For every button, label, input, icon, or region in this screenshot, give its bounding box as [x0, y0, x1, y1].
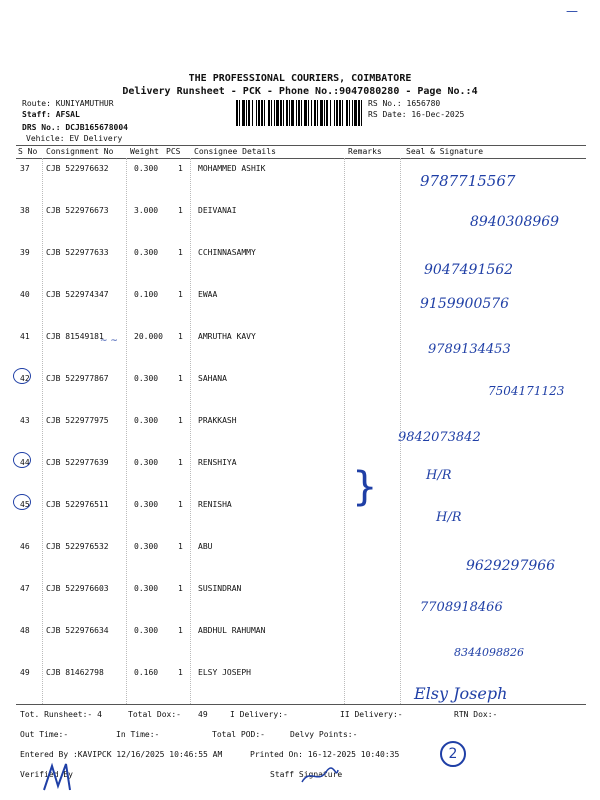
handwritten-signature: 7504171123 [488, 384, 565, 398]
corner-mark: — [566, 4, 578, 18]
barcode-bar [349, 100, 350, 126]
handwritten-signature: H/R [426, 468, 452, 483]
row-sno: 49 [20, 668, 30, 677]
row-weight: 0.300 [134, 584, 159, 593]
entered-by: Entered By :KAVIPCK 12/16/2025 10:46:55 AM [20, 750, 223, 759]
handwritten-signature: 7708918466 [420, 600, 503, 615]
row-pcs: 1 [178, 626, 183, 635]
staff-signature-icon [300, 766, 340, 786]
handwritten-signature: H/R [436, 510, 462, 525]
barcode-bar [261, 100, 263, 126]
col-sno: S No [18, 147, 38, 156]
row-weight: 0.300 [134, 626, 159, 635]
verifier-signature-icon [40, 760, 80, 794]
vehicle-label: Vehicle: EV Delivery [26, 134, 123, 143]
circle-mark-icon [13, 368, 31, 384]
barcode-bar [268, 100, 270, 126]
row-consignee: CCHINNASAMMY [198, 248, 256, 257]
barcode-bar [239, 100, 240, 126]
row-sno: 47 [20, 584, 30, 593]
row-sno: 43 [20, 416, 30, 425]
row-weight: 0.300 [134, 500, 159, 509]
barcode-bar [280, 100, 282, 126]
row-consignee: RENSHIYA [198, 458, 237, 467]
barcode-bar [258, 100, 260, 126]
row-sno: 44 [20, 458, 30, 467]
handwritten-signature: 9047491562 [424, 262, 514, 278]
row-weight: 0.300 [134, 164, 159, 173]
row-weight: 3.000 [134, 206, 159, 215]
header-rule-bottom [16, 158, 586, 159]
row-pcs: 1 [178, 500, 183, 509]
barcode-bar [304, 100, 307, 126]
circled-page-number: 2 [440, 741, 466, 767]
row-consignment-no: CJB 522976532 [46, 542, 109, 551]
handwritten-signature: 8940308969 [470, 214, 560, 230]
row-sno: 46 [20, 542, 30, 551]
row-consignee: MOHAMMED ASHIK [198, 164, 266, 173]
barcode-bar [283, 100, 284, 126]
col-seal: Seal & Signature [406, 147, 484, 156]
total-dox: Total Dox:- [128, 710, 181, 719]
barcode-bar [264, 100, 265, 126]
barcode-bar [361, 100, 362, 126]
rs-no-label: RS No.: 1656780 [368, 99, 441, 108]
barcode-bar [314, 100, 316, 126]
barcode-bar [352, 100, 353, 126]
barcode-bar [358, 100, 360, 126]
row-weight: 0.160 [134, 668, 159, 677]
row-consignee: DEIVANAI [198, 206, 237, 215]
row-consignee: ABDHUL RAHUMAN [198, 626, 266, 635]
barcode-bar [339, 100, 341, 126]
col-consignment: Consignment No [46, 147, 114, 156]
handwritten-signature: 8344098826 [454, 646, 524, 659]
footer-rule [16, 704, 586, 705]
table-row [16, 412, 586, 454]
barcode-bar [326, 100, 328, 126]
row-weight: 0.300 [134, 374, 159, 383]
row-pcs: 1 [178, 206, 183, 215]
row-consignment-no: CJB 522977639 [46, 458, 109, 467]
in-time: In Time:- [116, 730, 160, 739]
staff-label: Staff: AFSAL [22, 110, 80, 119]
drs-label: DRS No.: DCJB165678004 [22, 123, 128, 132]
barcode-bar [324, 100, 325, 126]
col-pcs: PCS [166, 147, 181, 156]
row-consignment-no: CJB 522976634 [46, 626, 109, 635]
handwritten-signature: 9789134453 [428, 342, 511, 357]
runsheet-title: Delivery Runsheet - PCK - Phone No.:9047080280 - Page No.:4 [122, 86, 478, 97]
brace-mark: } [352, 464, 378, 510]
header-rule-top [16, 145, 586, 146]
row-sno: 42 [20, 374, 30, 383]
row-pcs: 1 [178, 416, 183, 425]
row-consignment-no: CJB 81549181 [46, 332, 104, 341]
barcode-bar [308, 100, 309, 126]
row-sno: 40 [20, 290, 30, 299]
row-weight: 0.300 [134, 416, 159, 425]
barcode-bar [286, 100, 288, 126]
staff-signature: Staff Signature [270, 770, 343, 779]
row-pcs: 1 [178, 668, 183, 677]
col-consignee: Consignee Details [194, 147, 276, 156]
barcode-bar [330, 100, 331, 126]
row-consignee: ELSY JOSEPH [198, 668, 251, 677]
row-consignment-no: CJB 522974347 [46, 290, 109, 299]
barcode-bar [317, 100, 318, 126]
company-title: THE PROFESSIONAL COURIERS, COIMBATORE [188, 73, 412, 84]
barcode-bar [276, 100, 279, 126]
row-consignment-no: CJB 522976673 [46, 206, 109, 215]
row-weight: 20.000 [134, 332, 163, 341]
row-weight: 0.300 [134, 542, 159, 551]
row-consignee: ABU [198, 542, 213, 551]
barcode-bar [298, 100, 300, 126]
out-time: Out Time:- [20, 730, 69, 739]
total-pod: Total POD:- [212, 730, 265, 739]
rs-date-label: RS Date: 16-Dec-2025 [368, 110, 465, 119]
row-consignment-no: CJB 522977975 [46, 416, 109, 425]
row-sno: 39 [20, 248, 30, 257]
row-weight: 0.300 [134, 458, 159, 467]
barcode-bar [291, 100, 294, 126]
row-sno: 41 [20, 332, 30, 341]
row-pcs: 1 [178, 248, 183, 257]
barcode-bar [296, 100, 297, 126]
barcode-bar [346, 100, 348, 126]
handwritten-signature: 9787715567 [420, 172, 516, 190]
scribble-mark: ~ ~ [100, 336, 118, 346]
col-remarks: Remarks [348, 147, 382, 156]
row-consignee: PRAKKASH [198, 416, 237, 425]
delvy-points: Delvy Points:- [290, 730, 358, 739]
i-delivery: I Delivery:- [230, 710, 288, 719]
barcode-bar [271, 100, 272, 126]
col-weight: Weight [130, 147, 159, 156]
row-consignment-no: CJB 522977633 [46, 248, 109, 257]
row-pcs: 1 [178, 164, 183, 173]
circle-mark-icon [13, 494, 31, 510]
row-sno: 37 [20, 164, 30, 173]
row-consignee: EWAA [198, 290, 218, 299]
row-consignee: AMRUTHA KAVY [198, 332, 256, 341]
handwritten-signature: Elsy Joseph [414, 684, 508, 703]
barcode-bar [256, 100, 257, 126]
row-consignee: RENISHA [198, 500, 232, 509]
verified-by: Verified By [20, 770, 73, 779]
barcode-bar [336, 100, 338, 126]
row-weight: 0.300 [134, 248, 159, 257]
handwritten-signature: 9159900576 [420, 296, 510, 312]
row-consignment-no: CJB 522976511 [46, 500, 109, 509]
barcode-bar [311, 100, 312, 126]
rtn-dox: RTN Dox:- [454, 710, 498, 719]
row-sno: 45 [20, 500, 30, 509]
row-consignment-no: CJB 522976603 [46, 584, 109, 593]
barcode-bar [236, 100, 238, 126]
table-row [16, 496, 586, 538]
ii-delivery: II Delivery:- [340, 710, 403, 719]
row-consignment-no: CJB 522977867 [46, 374, 109, 383]
handwritten-signature: 9629297966 [466, 558, 556, 574]
barcode-bar [320, 100, 323, 126]
row-pcs: 1 [178, 374, 183, 383]
row-pcs: 1 [178, 290, 183, 299]
total-dox-value: 49 [198, 710, 208, 719]
barcode-bar [246, 100, 247, 126]
row-sno: 48 [20, 626, 30, 635]
barcode-bar [342, 100, 343, 126]
route-label: Route: KUNIYAMUTHUR [22, 99, 114, 108]
row-pcs: 1 [178, 584, 183, 593]
row-sno: 38 [20, 206, 30, 215]
row-weight: 0.100 [134, 290, 159, 299]
barcode-bar [274, 100, 275, 126]
barcode-bar [242, 100, 245, 126]
barcode-bar [289, 100, 290, 126]
row-consignment-no: CJB 81462798 [46, 668, 104, 677]
row-consignee: SUSINDRAN [198, 584, 242, 593]
row-pcs: 1 [178, 458, 183, 467]
barcode-bar [301, 100, 302, 126]
row-consignment-no: CJB 522976632 [46, 164, 109, 173]
barcode [236, 100, 364, 126]
circle-mark-icon [13, 452, 31, 468]
handwritten-signature: 9842073842 [398, 430, 481, 445]
barcode-bar [334, 100, 335, 126]
printed-on: Printed On: 16-12-2025 10:40:35 [250, 750, 400, 759]
barcode-bar [354, 100, 357, 126]
table-row [16, 454, 586, 496]
tot-runsheet: Tot. Runsheet:- 4 [20, 710, 102, 719]
barcode-bar [248, 100, 250, 126]
barcode-bar [252, 100, 253, 126]
row-pcs: 1 [178, 332, 183, 341]
row-consignee: SAHANA [198, 374, 227, 383]
row-pcs: 1 [178, 542, 183, 551]
